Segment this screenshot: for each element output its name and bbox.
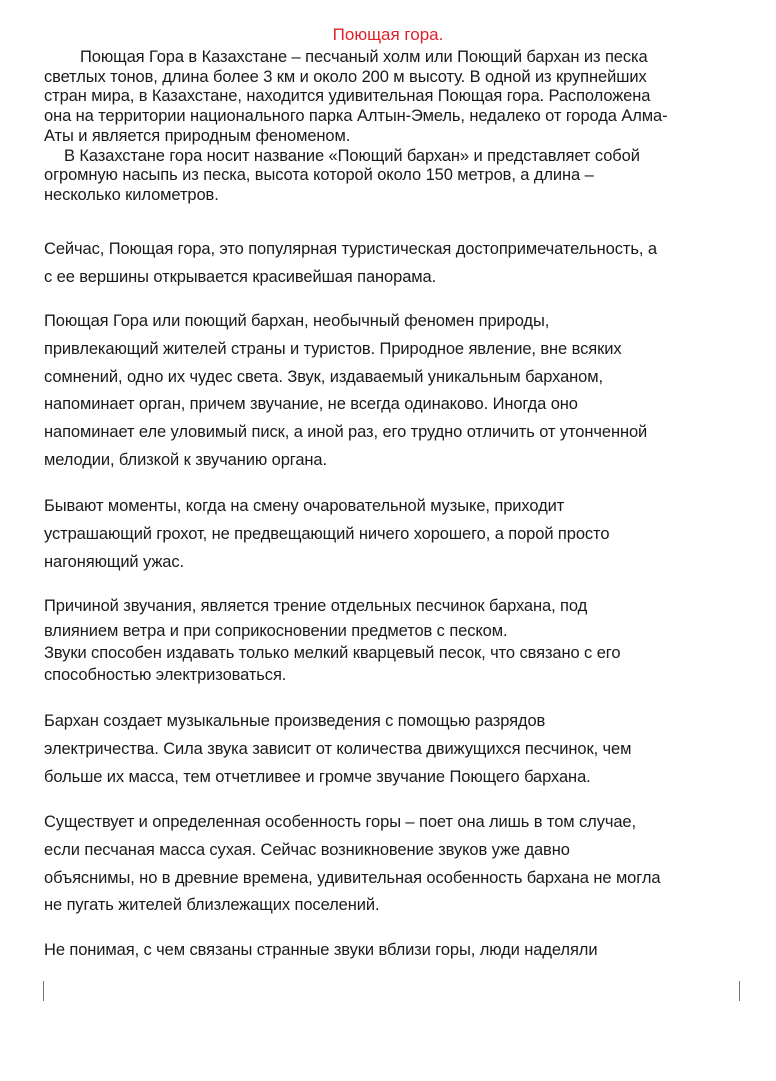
text-line: В Казахстане гора носит название «Поющий бархан» и представляет собой [64, 146, 640, 165]
text-line: огромную насыпь из песка, высота которой около 150 метров, а длина – [44, 166, 594, 185]
text-line: Поющая Гора в Казахстане – песчаный холм или Поющий бархан из песка [80, 48, 648, 66]
text-line: влиянием ветра и при соприкосновении предметов с песком. [44, 622, 508, 640]
text-line: привлекающий жителей страны и туристов. Природное явление, вне всяких [44, 339, 622, 358]
text-line: напоминает еле уловимый писк, а иной раз, его трудно отличить от утонченной [44, 423, 648, 442]
text-line: если песчаная масса сухая. Сейчас возникновение звуков уже давно [44, 840, 570, 859]
text-line: не пугать жителей близлежащих поселений. [44, 896, 380, 915]
text-line: Сейчас, Поющая гора, это популярная туристическая достопримечательность, а [44, 240, 657, 258]
paragraph-dry-sand [44, 809, 744, 920]
paragraph-cause [44, 593, 744, 686]
text-line: объяснимы, но в древние времена, удивительная особенность бархана не могла [44, 868, 661, 887]
intro-paragraph-2 [44, 147, 744, 206]
text-line: способностью электризоваться. [44, 666, 287, 684]
text-line: больше их масса, тем отчетливее и громче звучание Поющего бархана. [44, 767, 591, 786]
text-line: стран мира, в Казахстане, находится удивительная Поющая гора. Расположена [44, 87, 651, 106]
intro-block [44, 48, 744, 206]
document-title: Поющая гора. [332, 25, 444, 44]
text-line: напоминает орган, причем звучание, не всегда одинаково. Иногда оно [44, 395, 578, 414]
paragraph-rumble [44, 493, 744, 576]
text-line: электричества. Сила звука зависит от количества движущихся песчинок, чем [44, 739, 632, 758]
text-line: с ее вершины открывается красивейшая панорама. [44, 267, 437, 286]
paragraph-legends [44, 937, 744, 965]
text-line: сомнений, одно их чудес света. Звук, издаваемый уникальным барханом, [44, 367, 603, 386]
text-line: Причиной звучания, является трение отдельных песчинок бархана, под [44, 597, 588, 615]
text-line: несколько километров. [44, 185, 219, 204]
text-line: устрашающий грохот, не предвещающий ничего хорошего, а порой просто [44, 524, 610, 543]
paragraph-electricity [44, 708, 744, 791]
text-line: светлых тонов, длина более 3 км и около 200 м высоту. В одной из крупнейших [44, 67, 647, 86]
paragraph-tourism [44, 236, 744, 292]
text-line: Бархан создает музыкальные произведения с помощью разрядов [44, 712, 546, 730]
paragraph-phenomenon [44, 308, 744, 475]
text-line: Поющая Гора или поющий бархан, необычный феномен природы, [44, 312, 550, 330]
text-line: Не понимая, с чем связаны странные звуки вблизи горы, люди наделяли [44, 941, 598, 959]
text-selection-handle-right[interactable] [739, 981, 740, 1001]
text-line: Существует и определенная особенность горы – поет она лишь в том случае, [44, 813, 636, 831]
intro-paragraph-1 [44, 48, 744, 147]
text-line: Звуки способен издавать только мелкий кварцевый песок, что связано с его [44, 644, 621, 662]
text-line: мелодии, близкой к звучанию органа. [44, 450, 327, 469]
text-line: нагоняющий ужас. [44, 552, 185, 571]
text-selection-handle-left[interactable] [43, 981, 44, 1001]
text-line: Бывают моменты, когда на смену очаровательной музыке, приходит [44, 497, 565, 515]
text-line: она на территории национального парка Алтын-Эмель, недалеко от города Алма- [44, 107, 668, 126]
text-line: Аты и является природным феноменом. [44, 126, 351, 145]
cropped-text-line [28, 0, 388, 2]
